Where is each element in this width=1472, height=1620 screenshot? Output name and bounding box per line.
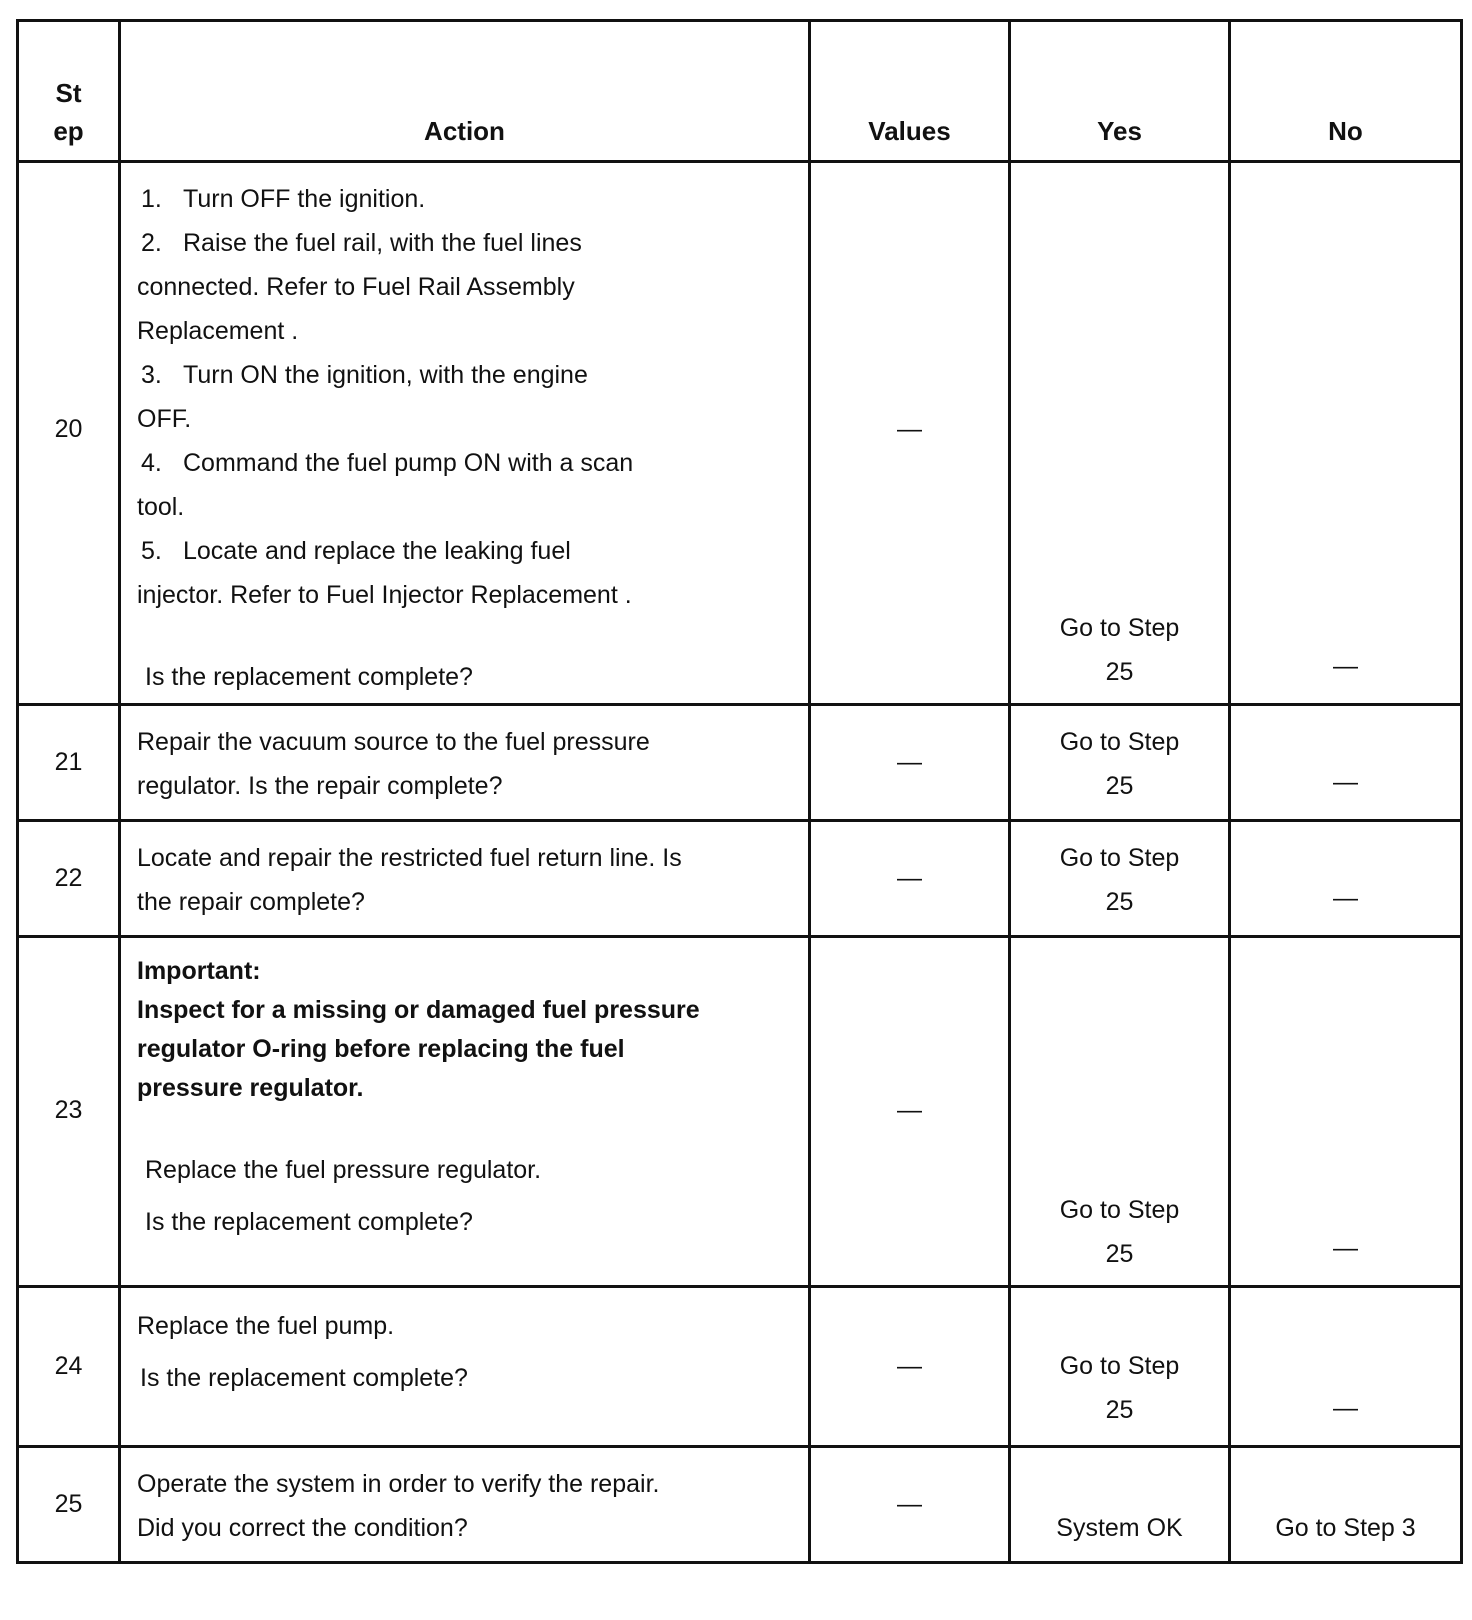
action-text: Locate and repair the restricted fuel return line. Is the repair complete?: [137, 844, 682, 916]
values-cell: [810, 821, 1010, 937]
step-number: 20: [54, 415, 83, 443]
header-values: Values: [810, 21, 1010, 162]
question-text: Is the replacement complete?: [145, 1208, 473, 1236]
yes-cell: [1010, 937, 1230, 1287]
header-no: No: [1230, 21, 1462, 162]
table-row-step-20: [18, 162, 1462, 705]
no-cell: [1230, 821, 1462, 937]
no-value: —: [1333, 768, 1358, 796]
action-cell: [120, 162, 810, 705]
values-cell: [810, 937, 1010, 1287]
table-header-row: [18, 21, 1462, 162]
yes-goto: Go to Step 25: [1059, 728, 1180, 800]
values-cell: [810, 1287, 1010, 1447]
no-value: —: [1333, 884, 1358, 912]
no-cell: [1230, 162, 1462, 705]
action-text: Important: Inspect for a missing or damaged fuel pressure regulator O-ring before replacing the fuel pressure regulator. Replace the fuel pressure regulator. Is the replacement complete?: [121, 938, 808, 1248]
yes-goto: Go to Step 25: [1059, 844, 1180, 916]
action-cell: [120, 1447, 810, 1563]
values-dash: —: [897, 1096, 922, 1124]
yes-cell: [1010, 162, 1230, 705]
table-row-step-22: [18, 821, 1462, 937]
header-yes: Yes: [1010, 21, 1230, 162]
no-value: —: [1333, 652, 1358, 680]
step-number-cell: [18, 1287, 120, 1447]
action-cell: [120, 821, 810, 937]
question-text: Is the replacement complete?: [145, 663, 473, 691]
yes-cell: [1010, 1447, 1230, 1563]
action-cell: [120, 705, 810, 821]
step-number: 25: [54, 1490, 83, 1518]
action-text: 1. Turn OFF the ignition. 2. Raise the fuel rail, with the fuel lines connected. Refer to Fuel Rail Assembly Replacement . 3. Turn ON the ignition, with the engine OFF. 4. Command the fuel pump ON with a scan tool. 5. Locate and replace the leaking fuel injector. Refer to Fuel Injector Replacement . Is the replacement complete?: [121, 163, 808, 699]
values-dash: —: [897, 748, 922, 776]
action-text: Operate the system in order to verify the repair. Did you correct the condition?: [121, 1448, 808, 1550]
table-row-step-24: [18, 1287, 1462, 1447]
header-action: Action: [120, 21, 810, 162]
step-number-cell: [18, 705, 120, 821]
no-cell: [1230, 937, 1462, 1287]
yes-goto: Go to Step 25: [1059, 1352, 1180, 1424]
step-number-cell: [18, 821, 120, 937]
list-item: 5. Locate and replace the leaking fuel: [141, 537, 571, 565]
list-item: 1. Turn OFF the ignition.: [141, 185, 426, 213]
list-item: 2. Raise the fuel rail, with the fuel lines: [141, 229, 582, 257]
step-number-cell: [18, 937, 120, 1287]
list-item: 3. Turn ON the ignition, with the engine: [141, 361, 588, 389]
question-text: Is the replacement complete?: [140, 1364, 468, 1392]
no-cell: [1230, 705, 1462, 821]
no-cell: [1230, 1287, 1462, 1447]
values-cell: [810, 1447, 1010, 1563]
step-number-cell: [18, 1447, 120, 1563]
no-goto: Go to Step 3: [1275, 1514, 1416, 1542]
header-step: [18, 21, 120, 162]
list-item: 4. Command the fuel pump ON with a scan: [141, 449, 634, 477]
step-number: 22: [54, 864, 83, 892]
yes-goto: Go to Step 25: [1059, 614, 1180, 686]
action-text: Replace the fuel pump. Is the replacement complete?: [121, 1288, 808, 1404]
table-row-step-21: [18, 705, 1462, 821]
question-text: Did you correct the condition?: [137, 1514, 468, 1542]
no-value: —: [1333, 1394, 1358, 1422]
no-value: —: [1333, 1234, 1358, 1262]
header-step-line1: St: [55, 78, 82, 108]
action-text: Repair the vacuum source to the fuel pressure regulator. Is the repair complete?: [137, 728, 650, 800]
values-dash: —: [897, 1490, 922, 1518]
diagnostic-step-table: [16, 19, 1463, 1564]
step-number: 24: [54, 1352, 83, 1380]
values-cell: [810, 705, 1010, 821]
values-dash: —: [897, 415, 922, 443]
no-cell: [1230, 1447, 1462, 1563]
step-number: 21: [54, 748, 83, 776]
action-cell: [120, 1287, 810, 1447]
important-note: Important: Inspect for a missing or damaged fuel pressure regulator O-ring before replacing the fuel pressure regulator.: [137, 952, 798, 1108]
step-number: 23: [54, 1096, 83, 1124]
values-dash: —: [897, 1352, 922, 1380]
table-row-step-23: [18, 937, 1462, 1287]
important-label: Important:: [137, 957, 261, 985]
table-row-step-25: [18, 1447, 1462, 1563]
values-dash: —: [897, 864, 922, 892]
action-cell: [120, 937, 810, 1287]
step-number-cell: [18, 162, 120, 705]
values-cell: [810, 162, 1010, 705]
yes-cell: [1010, 1287, 1230, 1447]
yes-cell: [1010, 821, 1230, 937]
yes-goto: Go to Step 25: [1059, 1196, 1180, 1268]
yes-cell: [1010, 705, 1230, 821]
yes-result: System OK: [1056, 1514, 1183, 1542]
header-step-line2: ep: [53, 116, 84, 146]
